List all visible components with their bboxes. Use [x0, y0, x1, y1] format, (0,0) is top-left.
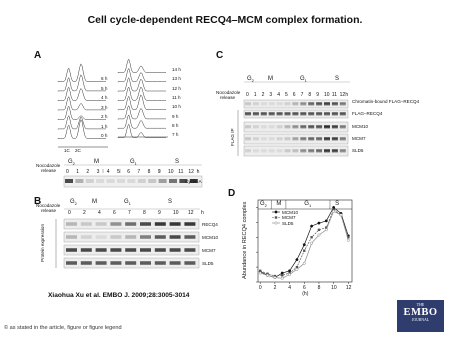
panel-c-lane-12: 12	[339, 92, 346, 98]
panel-d-phase-3: S	[335, 201, 340, 207]
point-SLD5-12	[347, 239, 349, 241]
legend-label-MCM10: MCM10	[282, 209, 299, 215]
point-MCM10-7	[310, 225, 312, 227]
x-axis-label: (h)	[302, 291, 309, 297]
point-MCM10-9	[325, 220, 327, 222]
panel-c-lane-10: 10	[324, 92, 330, 98]
point-SLD5-0	[259, 272, 261, 274]
series-line-MCM10	[260, 208, 348, 278]
panel-c-blot-label-1: FLAG–RECQ4	[352, 111, 383, 116]
panel-b-blot-label-0: RECQ4	[202, 222, 218, 227]
embo-journal-logo	[397, 300, 444, 332]
panel-c-lane-6: 6	[292, 92, 296, 98]
panel-c-label: C	[216, 50, 224, 61]
recq4-complex-line-chart	[256, 200, 352, 284]
flow-histograms-left	[58, 64, 106, 139]
x-tick-label-0: 0	[258, 285, 262, 291]
time-label-left-2: 4 h	[101, 95, 108, 100]
time-label-right-4: 10 h	[172, 104, 181, 110]
x-tick-label-8: 8	[317, 285, 321, 291]
point-MCM7-6	[303, 249, 305, 251]
point-MCM10-5	[296, 258, 298, 260]
panel-a-lane-11: 11	[178, 169, 184, 175]
time-label-left-6: 0 h	[101, 133, 108, 138]
panel-c-release-label-line2: release	[220, 95, 236, 100]
time-label-right-2: 12 h	[172, 85, 181, 91]
axis-tick-1c-left: 1C	[64, 148, 70, 153]
logo-line1: THE	[416, 303, 425, 307]
panel-a-release-label-line1: Nocodazole	[36, 163, 61, 168]
panel-c-lane-3: 3	[269, 92, 273, 98]
panel-b-blot-label-1: MCM10	[202, 235, 219, 240]
time-label-left-5: 1 h	[101, 123, 108, 129]
panel-a-lane-9: 9	[157, 169, 161, 175]
point-SLD5-11	[340, 214, 342, 216]
panel-a-phase-3: S	[175, 159, 180, 165]
legend-label-SLD5: SLD5	[282, 220, 294, 226]
panel-c-release-label-line1: Nocodazole	[216, 90, 241, 95]
point-SLD5-5	[296, 268, 298, 270]
time-label-right-7: 7 h	[172, 132, 179, 138]
panel-b-blot-label-3: SLD5	[202, 261, 214, 266]
point-SLD5-6	[303, 262, 305, 264]
legend-marker-MCM10	[275, 211, 277, 213]
point-MCM10-3	[281, 272, 283, 274]
panel-b-lane-2: 2	[83, 210, 86, 216]
panel-a-lane-0: 0	[66, 169, 69, 175]
panel-c-blot-label-2: MCM10	[352, 124, 369, 129]
x-tick-label-2: 2	[273, 285, 277, 291]
panel-c-phase-2: $G_1$	[300, 76, 307, 84]
point-MCM7-7	[310, 236, 312, 238]
panel-b-phase-2: $G_1$	[124, 199, 131, 207]
panel-b-release-label-line2: release	[41, 208, 57, 213]
time-label-left-3: 3 h	[101, 104, 108, 110]
panel-b-release-label-line1: Nocodazole	[36, 203, 61, 208]
panel-a-lane-7: 7	[137, 169, 141, 175]
time-label-left-4: 2 h	[101, 114, 108, 119]
panel-a-lane-3: 3	[96, 169, 100, 175]
point-SLD5-3	[281, 277, 283, 279]
point-MCM10-6	[303, 244, 305, 246]
panel-b-lane-12: 12	[188, 210, 194, 216]
panel-a-phase-2: $G_1$	[130, 159, 137, 167]
point-MCM10-8	[318, 222, 320, 224]
logo-line3: JOURNAL	[411, 318, 430, 322]
panel-c-blot-label-4: SLD5	[352, 148, 364, 153]
series-line-MCM7	[260, 210, 348, 276]
panel-b-lane-0: 0	[68, 210, 71, 216]
point-SLD5-2	[274, 276, 276, 278]
panel-d-phase-0: $G_2$	[260, 201, 267, 209]
panel-c-lane-7: 7	[300, 92, 304, 98]
axis-tick-2c-left: 2C	[75, 148, 81, 153]
panel-a-release-label-line2: release	[41, 168, 57, 173]
panel-a-lane-4: 4	[106, 169, 110, 175]
point-SLD5-10	[332, 210, 334, 212]
panel-c-lane-1: 1	[253, 92, 257, 98]
panel-b-lane-7: 7	[128, 210, 131, 216]
panel-b-blot-label-2: MCM7	[202, 248, 216, 253]
flow-histograms-right	[118, 59, 166, 138]
panel-c-lane-9: 9	[316, 92, 319, 98]
panel-c-lane-11: 11	[331, 92, 337, 98]
point-SLD5-9	[325, 229, 327, 231]
legend-label-MCM7: MCM7	[282, 215, 296, 220]
point-SLD5-7	[310, 242, 312, 244]
point-SLD5-4	[288, 273, 290, 275]
panel-a-lane-12: 12	[188, 169, 194, 175]
panel-b-lane-4: 4	[98, 210, 101, 216]
panel-b-phase-1: M	[92, 199, 97, 205]
panel-d-phase-2: $G_1$	[304, 201, 312, 209]
flag-ip-label: FLAG IP	[230, 128, 235, 146]
panel-b-label: B	[34, 196, 42, 207]
panel-a-lane-6: 6	[127, 169, 130, 175]
y-axis-label: Abundance in RECQ4 complex	[242, 201, 248, 279]
panel-a-lane-8: 8	[147, 169, 151, 175]
time-label-left-0: 6 h	[101, 76, 108, 81]
legend-marker-SLD5	[275, 222, 277, 224]
point-SLD5-8	[318, 234, 320, 236]
panel-c-blot-label-0: Chromatin-bound FLAG–RECQ4	[352, 99, 420, 104]
panel-c-lane-8: 8	[308, 92, 312, 98]
panel-b-lane-10: 10	[173, 210, 179, 216]
panel-c-lane-0: 0	[246, 92, 249, 98]
time-label-left-1: 5 h	[101, 85, 108, 91]
panel-c-lane-4: 4	[277, 92, 280, 98]
panel-a-phase-0: $G_2$	[68, 159, 75, 167]
panel-b-lane-6: 6	[113, 210, 116, 216]
point-SLD5-1	[266, 274, 268, 276]
panel-b-phase-0: $G_2$	[70, 199, 77, 207]
panel-a-lane-1: 1	[76, 169, 79, 175]
panel-c-lane-2: 2	[261, 92, 265, 98]
panel-a-phase-1: M	[94, 159, 99, 165]
figure-title: Cell cycle-dependent RECQ4–MCM complex formation.	[87, 14, 363, 26]
panel-a-lane-5: 5	[117, 169, 120, 175]
time-label-right-1: 13 h	[172, 76, 181, 82]
point-MCM10-4	[288, 270, 290, 272]
panel-b-lanes-unit: h	[201, 210, 204, 216]
protein-expression-label: Protein expression	[40, 223, 45, 262]
logo-line2: EMBO	[403, 307, 438, 318]
x-tick-label-6: 6	[302, 285, 306, 291]
time-label-right-0: 14 h	[172, 67, 181, 72]
panel-d-label: D	[228, 188, 236, 199]
panel-b-phase-3: S	[168, 199, 173, 205]
panel-c-lanes-unit: h	[345, 92, 349, 98]
panel-c-phase-0: $G_2$	[247, 76, 254, 84]
copyright-footer: © as stated in the article, figure or figure legend	[4, 325, 122, 331]
panel-c-phase-1: M	[268, 76, 273, 82]
legend-marker-MCM7	[275, 216, 277, 218]
panel-a-lanes-unit: h	[196, 169, 200, 175]
x-tick-label-4: 4	[288, 285, 292, 291]
point-MCM7-3	[281, 274, 283, 276]
time-label-right-5: 9 h	[172, 113, 179, 119]
x-tick-label-12: 12	[345, 285, 352, 291]
panel-c-phase-3: S	[335, 76, 340, 82]
panel-a-lane-10: 10	[168, 169, 174, 175]
panel-c-lane-5: 5	[285, 92, 288, 98]
panel-b-lane-9: 9	[158, 210, 161, 216]
panel-a-label: A	[34, 50, 42, 61]
point-MCM7-8	[318, 229, 320, 231]
time-label-right-3: 11 h	[172, 94, 181, 100]
cyclin-a-label: Cyclin A	[185, 179, 202, 184]
panel-a-lane-2: 2	[86, 169, 90, 175]
panel-d-phase-1: M	[276, 201, 282, 207]
x-tick-label-10: 10	[331, 285, 337, 291]
panel-b-lane-8: 8	[143, 210, 146, 216]
citation: Xiaohua Xu et al. EMBO J. 2009;28:3005-3014	[48, 292, 190, 299]
time-label-right-6: 8 h	[172, 122, 179, 128]
panel-c-blot-label-3: MCM7	[352, 136, 366, 141]
